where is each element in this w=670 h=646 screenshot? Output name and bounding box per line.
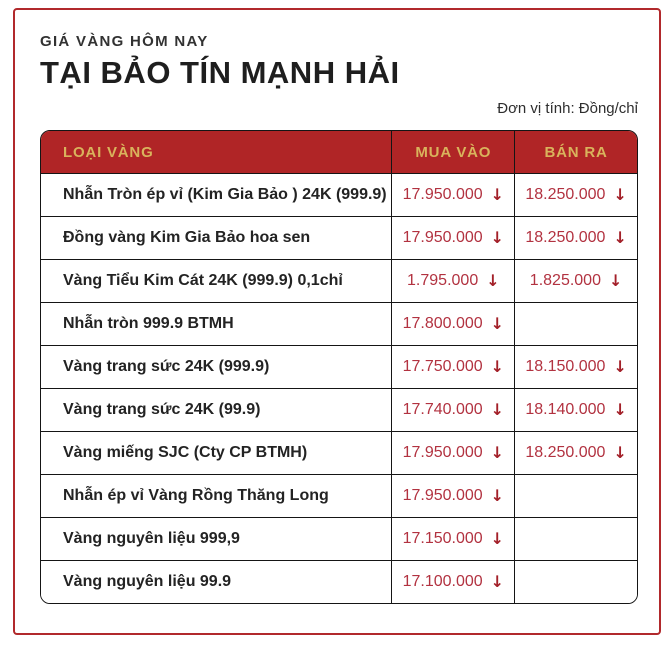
column-header-sell: BÁN RA bbox=[544, 143, 608, 161]
buy-price-value: 17.100.000 bbox=[402, 573, 483, 590]
table-row bbox=[41, 431, 637, 474]
down-arrow-icon: ↓ bbox=[613, 228, 627, 247]
sell-price-value: 18.250.000 bbox=[525, 186, 606, 203]
buy-price bbox=[392, 303, 515, 345]
sell-price bbox=[515, 303, 637, 345]
down-arrow-icon: ↓ bbox=[490, 529, 505, 548]
gold-type-label: Vàng nguyên liệu 999,9 bbox=[41, 518, 392, 560]
down-arrow-icon: ↓ bbox=[490, 185, 505, 204]
sell-price bbox=[515, 346, 637, 388]
down-arrow-icon: ↓ bbox=[613, 357, 627, 376]
table-body bbox=[41, 173, 637, 603]
sell-price-value: 18.250.000 bbox=[525, 229, 606, 246]
down-arrow-icon: ↓ bbox=[490, 400, 505, 419]
gold-type-label: Vàng trang sức 24K (999.9) bbox=[41, 346, 392, 388]
sell-price bbox=[515, 475, 637, 517]
down-arrow-icon: ↓ bbox=[490, 572, 505, 591]
unit-label: Đơn vị tính: Đồng/chỉ bbox=[497, 100, 638, 117]
down-arrow-icon: ↓ bbox=[490, 486, 505, 505]
gold-price-table bbox=[40, 130, 638, 604]
sell-price-value: 18.140.000 bbox=[525, 401, 606, 418]
buy-price bbox=[392, 389, 515, 431]
gold-type-label: Nhẫn ép vỉ Vàng Rồng Thăng Long bbox=[41, 475, 392, 517]
buy-price bbox=[392, 260, 515, 302]
sell-price-value: 18.150.000 bbox=[525, 358, 606, 375]
down-arrow-icon: ↓ bbox=[613, 185, 627, 204]
sell-price bbox=[515, 518, 637, 560]
down-arrow-icon: ↓ bbox=[608, 271, 623, 290]
gold-type-label: Vàng trang sức 24K (99.9) bbox=[41, 389, 392, 431]
column-header-buy: MUA VÀO bbox=[392, 131, 515, 173]
table-row bbox=[41, 216, 637, 259]
buy-price bbox=[392, 518, 515, 560]
down-arrow-icon: ↓ bbox=[490, 443, 505, 462]
buy-price-value: 17.750.000 bbox=[402, 358, 483, 375]
buy-price bbox=[392, 432, 515, 474]
buy-price-value: 17.800.000 bbox=[402, 315, 483, 332]
buy-price bbox=[392, 217, 515, 259]
buy-price-value: 17.950.000 bbox=[402, 229, 483, 246]
down-arrow-icon: ↓ bbox=[613, 443, 627, 462]
down-arrow-icon: ↓ bbox=[490, 314, 505, 333]
sell-price bbox=[515, 432, 637, 474]
sell-price bbox=[515, 389, 637, 431]
page-title: TẠI BẢO TÍN MẠNH HẢI bbox=[40, 55, 400, 90]
down-arrow-icon: ↓ bbox=[613, 400, 627, 419]
sell-price bbox=[515, 260, 637, 302]
buy-price bbox=[392, 346, 515, 388]
buy-price-value: 1.795.000 bbox=[407, 272, 479, 289]
table-row bbox=[41, 388, 637, 431]
table-row bbox=[41, 560, 637, 603]
gold-price-card bbox=[13, 8, 661, 635]
gold-type-label: Nhẫn Tròn ép vỉ (Kim Gia Bảo ) 24K (999.9) bbox=[41, 174, 392, 216]
buy-price-value: 17.950.000 bbox=[402, 444, 483, 461]
sell-price-value: 18.250.000 bbox=[525, 444, 606, 461]
down-arrow-icon: ↓ bbox=[490, 357, 505, 376]
sell-price-value: 1.825.000 bbox=[529, 272, 601, 289]
column-header-type: LOẠI VÀNG bbox=[41, 131, 392, 173]
down-arrow-icon: ↓ bbox=[490, 228, 505, 247]
gold-type-label: Vàng Tiểu Kim Cát 24K (999.9) 0,1chỉ bbox=[41, 260, 392, 302]
sell-price bbox=[515, 217, 637, 259]
gold-type-label: Nhẫn tròn 999.9 BTMH bbox=[41, 303, 392, 345]
sell-price bbox=[515, 561, 637, 603]
table-row bbox=[41, 517, 637, 560]
table-row bbox=[41, 173, 637, 216]
buy-price bbox=[392, 475, 515, 517]
table-row bbox=[41, 259, 637, 302]
gold-type-label: Vàng nguyên liệu 99.9 bbox=[41, 561, 392, 603]
buy-price-value: 17.150.000 bbox=[402, 530, 483, 547]
down-arrow-icon: ↓ bbox=[486, 271, 500, 290]
page-subtitle: GIÁ VÀNG HÔM NAY bbox=[40, 33, 209, 50]
gold-type-label: Vàng miếng SJC (Cty CP BTMH) bbox=[41, 432, 392, 474]
table-row bbox=[41, 474, 637, 517]
buy-price-value: 17.740.000 bbox=[402, 401, 483, 418]
buy-price-value: 17.950.000 bbox=[402, 487, 483, 504]
table-header-row bbox=[41, 131, 637, 173]
table-row bbox=[41, 302, 637, 345]
table-row bbox=[41, 345, 637, 388]
sell-price bbox=[515, 174, 637, 216]
buy-price bbox=[392, 174, 515, 216]
buy-price bbox=[392, 561, 515, 603]
buy-price-value: 17.950.000 bbox=[402, 186, 483, 203]
gold-type-label: Đồng vàng Kim Gia Bảo hoa sen bbox=[41, 217, 392, 259]
